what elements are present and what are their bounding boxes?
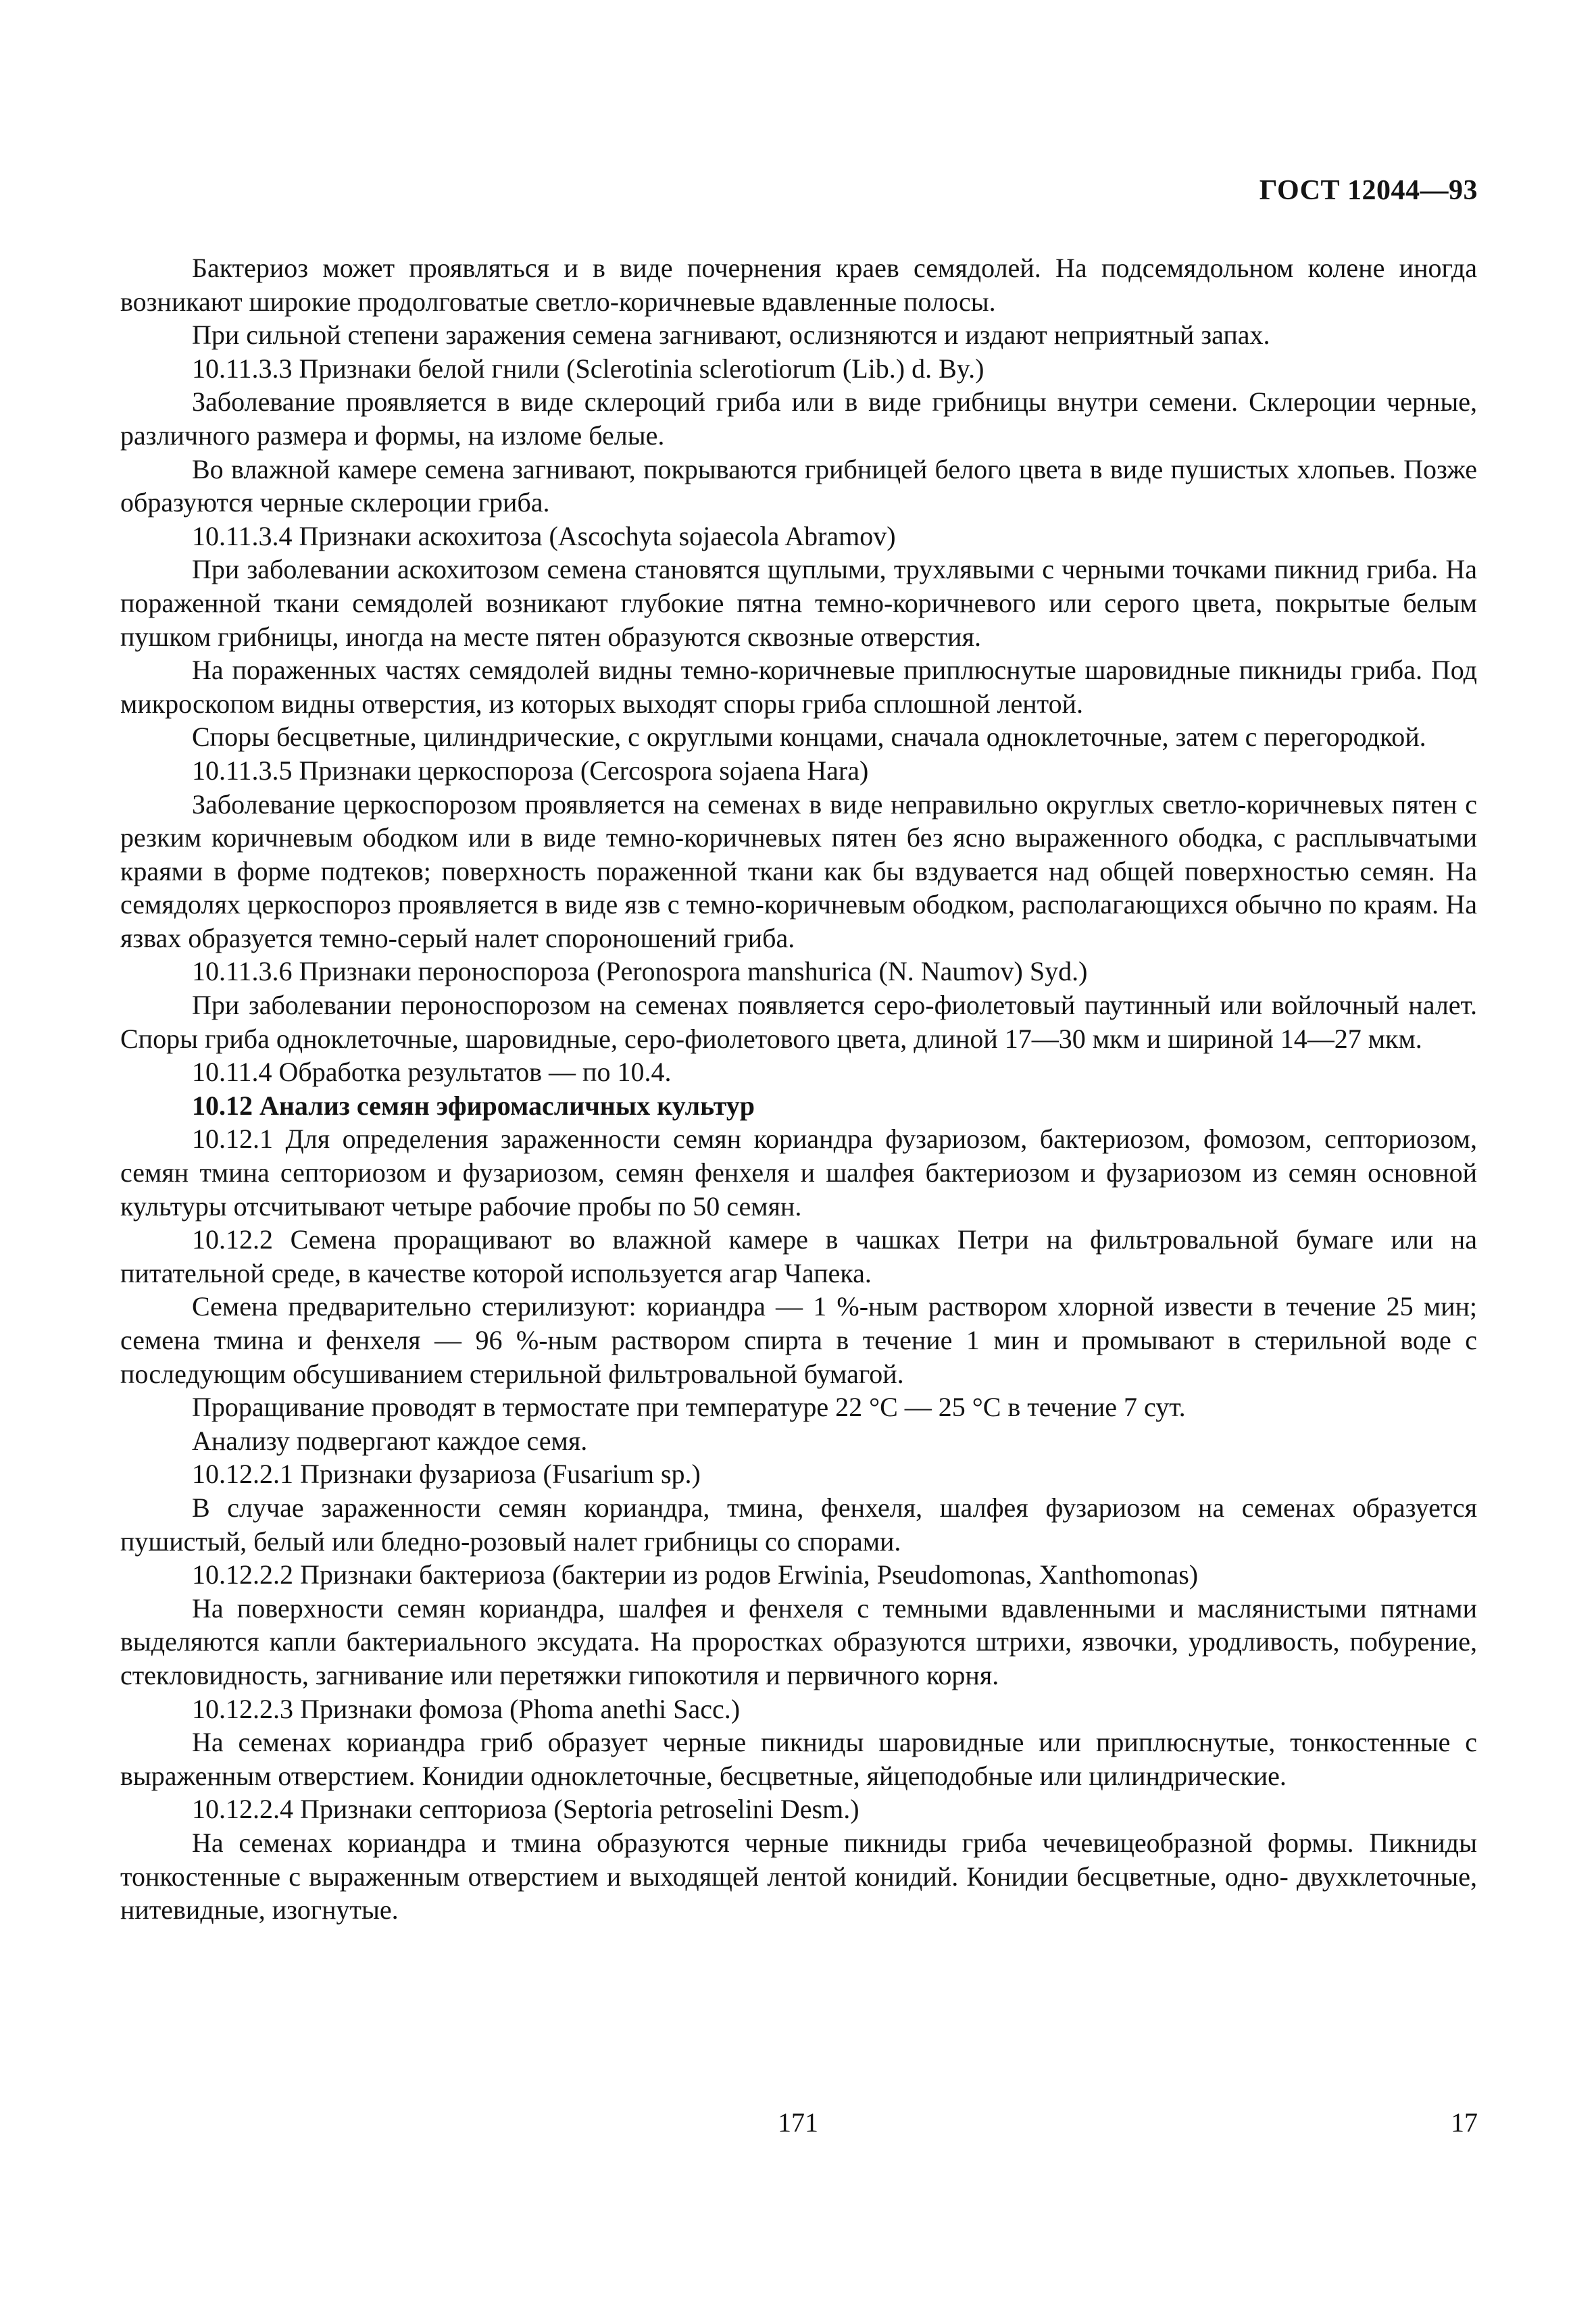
paragraph: Семена предварительно стерилизуют: кориандра — 1 %-ным раствором хлорной извести в течение 25 мин; семена тмина и фенхеля — 96 %-ным раствором спирта в течение 1 мин и промывают в стерильной воде с последующим обсушиванием стерильной фильтровальной бумагой. (120, 1291, 1477, 1389)
paragraph: На поверхности семян кориандра, шалфея и фенхеля с темными вдавленными и маслянистыми пятнами выделяются капли бактериального эксудата. На проростках образуются штрихи, язвочки, уродливость, побурение, стекловидность, загнивание или перетяжки гипокотиля и первичного корня. (120, 1592, 1477, 1690)
section-heading: 10.12 Анализ семян эфиромасличных культур (192, 1090, 755, 1121)
paragraph: 10.11.3.3 Признаки белой гнили (Sclerotinia sclerotiorum (Lib.) d. By.) (192, 353, 984, 384)
paragraph: На пораженных частях семядолей видны темно-коричневые приплюснутые шаровидные пикниды гриба. Под микроскопом видны отверстия, из которых выходят споры гриба сплошной лентой. (120, 655, 1477, 719)
paragraph: 10.12.2.1 Признаки фузариоза (Fusarium sp.) (192, 1459, 701, 1490)
paragraph: При заболевании пероноспорозом на семенах появляется серо-фиолетовый паутинный или войлочный налет. Споры гриба одноклеточные, шаровидные, серо-фиолетового цвета, длиной 17—30 мкм и шириной 14—27 мкм. (120, 990, 1477, 1054)
paragraph: Проращивание проводят в термостате при температуре 22 °С — 25 °С в течение 7 сут. (192, 1392, 1186, 1423)
paragraph: 10.12.2 Семена проращивают во влажной камере в чашках Петри на фильтровальной бумаге или на питательной среде, в качестве которой используется агар Чапека. (120, 1224, 1477, 1288)
paragraph: Заболевание церкоспорозом проявляется на семенах в виде неправильно округлых светло-коричневых пятен с резким коричневым ободком или в виде темно-коричневых пятен без ясно выраженного ободка, с расплывчатыми краями в форме подтеков; поверхность пораженной ткани как бы вздувается над общей поверхностью семян. На семядолях церкоспороз проявляется в виде язв с темно-коричневым ободком, располагающихся обычно по краям. На язвах образуется темно-серый налет спороношений гриба. (120, 788, 1477, 953)
paragraph: 10.11.3.4 Признаки аскохитоза (Ascochyta sojaecola Abramov) (192, 520, 896, 551)
paragraph: Заболевание проявляется в виде склероций гриба или в виде грибницы внутри семени. Склероции черные, различного размера и формы, на изломе белые. (120, 386, 1477, 451)
document-header: ГОСТ 12044—93 (1259, 175, 1478, 206)
paragraph: 10.12.1 Для определения зараженности семян кориандра фузариозом, бактериозом, фомозом, септориозом, семян тмина септориозом и фузариозом, семян фенхеля и шалфея бактериозом и фузариозом из семян основной культуры отсчитывают четыре рабочие пробы по 50 семян. (120, 1124, 1477, 1222)
paragraph: На семенах кориандра гриб образует черные пикниды шаровидные или приплюснутые, тонкостенные с выраженным отверстием. Конидии одноклеточные, бесцветные, яйцеподобные или цилиндрические. (120, 1727, 1477, 1791)
paragraph: Во влажной камере семена загнивают, покрываются грибницей белого цвета в виде пушистых хлопьев. Позже образуются черные склероции гриба. (120, 453, 1477, 518)
paragraph: В случае зараженности семян кориандра, тмина, фенхеля, шалфея фузариозом на семенах образуется пушистый, белый или бледно-розовый налет грибницы со спорами. (120, 1492, 1477, 1557)
paragraph: Споры бесцветные, цилиндрические, с округлыми концами, сначала одноклеточные, затем с перегородкой. (192, 722, 1426, 753)
paragraph: При заболевании аскохитозом семена становятся щуплыми, трухлявыми с черными точками пикнид гриба. На пораженной ткани семядолей возникают глубокие пятна темно-коричневого или серого цвета, покрытые белым пушком грибницы, иногда на месте пятен образуются сквозные отверстия. (120, 554, 1477, 652)
page-number: 17 (1451, 2107, 1478, 2138)
paragraph: Анализу подвергают каждое семя. (192, 1425, 588, 1456)
paragraph: На семенах кориандра и тмина образуются черные пикниды гриба чечевицеобразной формы. Пикниды тонкостенные с выраженным отверстием и выходящей лентой конидий. Конидии бесцветные, одно- двухклеточные, нитевидные, изогнутые. (120, 1827, 1477, 1926)
document-body (120, 251, 1477, 1927)
paragraph: 10.12.2.4 Признаки септориоза (Septoria petroselini Desm.) (192, 1794, 859, 1825)
paragraph: 10.11.3.6 Признаки пероноспороза (Peronospora manshurica (N. Naumov) Syd.) (192, 956, 1088, 987)
paragraph: 10.12.2.2 Признаки бактериоза (бактерии из родов Erwinia, Pseudomonas, Xanthomonas) (192, 1559, 1199, 1590)
paragraph: 10.11.4 Обработка результатов — по 10.4. (192, 1057, 672, 1088)
paragraph: 10.12.2.3 Признаки фомоза (Phoma anethi Sacc.) (192, 1693, 741, 1724)
paragraph: 10.11.3.5 Признаки церкоспороза (Cercospora sojaena Hara) (192, 755, 869, 786)
paragraph: При сильной степени заражения семена загнивают, ослизняются и издают неприятный запах. (192, 320, 1270, 351)
volume-page-number: 171 (778, 2107, 818, 2138)
paragraph: Бактериоз может проявляться и в виде почернения краев семядолей. На подсемядольном колене иногда возникают широкие продолговатые светло-коричневые вдавленные полосы. (120, 253, 1477, 317)
